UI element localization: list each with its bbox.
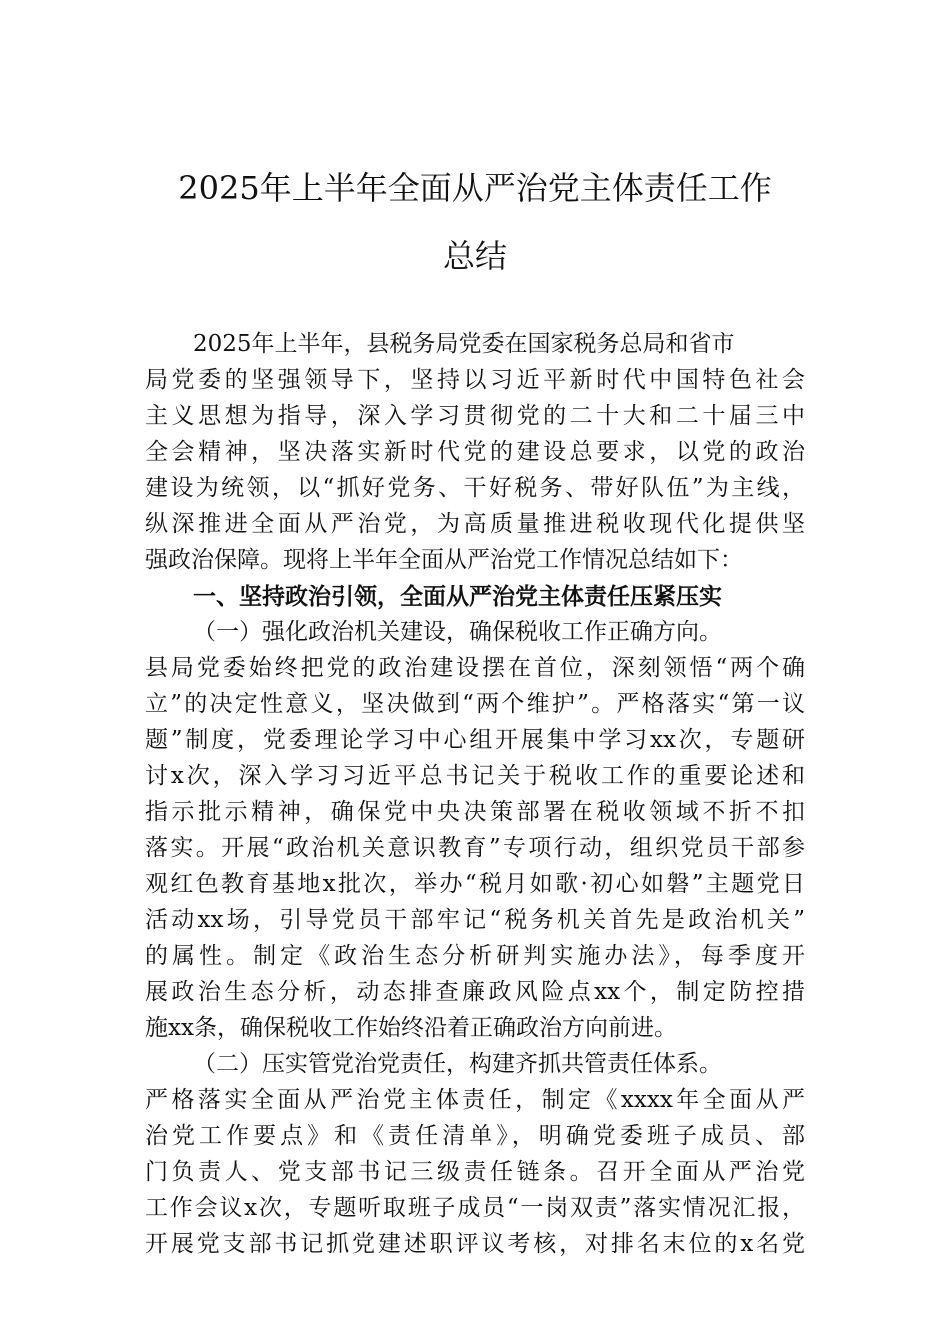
- paragraph-line: 立”的决定性意义，坚决做到“两个维护”。严格落实“第一议: [145, 691, 805, 717]
- paragraph-line: 治党工作要点》和《责任清单》，明确党委班子成员、部: [145, 1123, 805, 1149]
- paragraph-line: 指示批示精神，确保党中央决策部署在税收领域不折不扣: [145, 799, 805, 825]
- subsection-heading: （二）压实管党治党责任，构建齐抓共管责任体系。: [193, 1051, 722, 1077]
- paragraph-line: 门负责人、党支部书记三级责任链条。召开全面从严治党: [145, 1159, 805, 1185]
- paragraph-line: 县局党委始终把党的政治建设摆在首位，深刻领悟“两个确: [145, 655, 805, 681]
- paragraph-line: 纵深推进全面从严治党，为高质量推进税收现代化提供坚: [145, 511, 805, 537]
- paragraph-line: 讨x次，深入学习习近平总书记关于税收工作的重要论述和: [145, 763, 805, 789]
- paragraph-line: 的属性。制定《政治生态分析研判实施办法》，每季度开: [145, 943, 805, 969]
- paragraph-line: 建设为统领，以“抓好党务、干好税务、带好队伍”为主线，: [145, 475, 805, 501]
- document-title-line-2: 总结: [442, 237, 507, 275]
- paragraph-line: 强政治保障。现将上半年全面从严治党工作情况总结如下：: [145, 547, 743, 573]
- paragraph-line: 活动xx场，引导党员干部牢记“税务机关首先是政治机关”: [145, 907, 805, 933]
- paragraph-line: 落实。开展“政治机关意识教育”专项行动，组织党员干部参: [145, 835, 805, 861]
- paragraph-line: 施xx条，确保税收工作始终沿着正确政治方向前进。: [145, 1015, 677, 1041]
- paragraph-line: 严格落实全面从严治党主体责任，制定《xxxx年全面从严: [145, 1087, 805, 1113]
- section-heading: 一、坚持政治引领，全面从严治党主体责任压紧压实: [193, 583, 722, 610]
- paragraph-line: 主义思想为指导，深入学习贯彻党的二十大和二十届三中: [145, 403, 805, 429]
- paragraph-line: 2025年上半年，县税务局党委在国家税务总局和省市: [193, 331, 735, 357]
- paragraph-line: 开展党支部书记抓党建述职评议考核，对排名末位的x名党: [145, 1231, 805, 1257]
- paragraph-line: 题”制度，党委理论学习中心组开展集中学习xx次，专题研: [145, 727, 805, 753]
- document-title-line-1: 2025年上半年全面从严治党主体责任工作: [178, 169, 772, 207]
- paragraph-line: 局党委的坚强领导下，坚持以习近平新时代中国特色社会: [145, 367, 805, 393]
- paragraph-line: 观红色教育基地x批次，举办“税月如歌·初心如磐”主题党日: [145, 871, 805, 897]
- paragraph-line: 展政治生态分析，动态排查廉政风险点xx个，制定防控措: [145, 979, 805, 1005]
- subsection-heading: （一）强化政治机关建设，确保税收工作正确方向。: [193, 619, 722, 645]
- paragraph-line: 全会精神，坚决落实新时代党的建设总要求，以党的政治: [145, 439, 805, 465]
- paragraph-line: 工作会议x次，专题听取班子成员“一岗双责”落实情况汇报，: [145, 1195, 805, 1221]
